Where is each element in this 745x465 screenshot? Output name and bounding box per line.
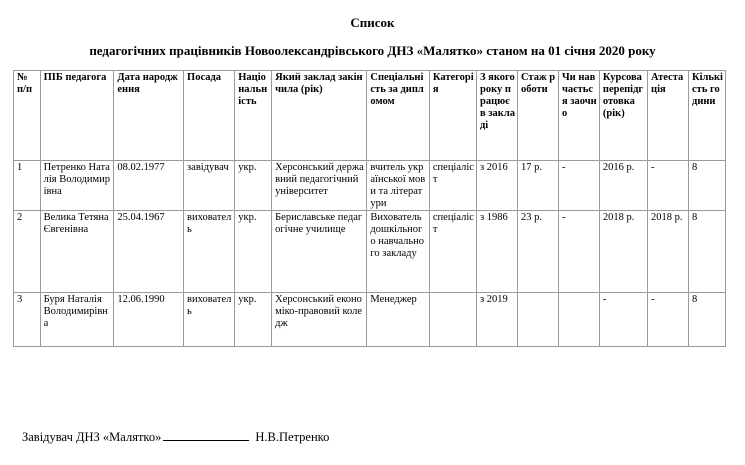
cell-category: спеціаліст	[429, 161, 476, 211]
cell-hours: 8	[689, 161, 726, 211]
cell-name: Буря Наталія Володимирівна	[40, 293, 114, 347]
cell-number: 3	[14, 293, 41, 347]
header-cell-name: ПІБ педагога	[40, 71, 114, 161]
cell-since-year: з 1986	[477, 211, 518, 293]
header-cell-attestation: Атестація	[648, 71, 689, 161]
header-cell-hours: Кількість години	[689, 71, 726, 161]
cell-nationality: укр.	[235, 293, 272, 347]
cell-hours: 8	[689, 293, 726, 347]
cell-attestation: -	[648, 293, 689, 347]
cell-courses: 2016 р.	[599, 161, 647, 211]
cell-experience	[517, 293, 558, 347]
cell-birthdate: 08.02.1977	[114, 161, 184, 211]
cell-specialty: Менеджер	[367, 293, 429, 347]
cell-category: спеціаліст	[429, 211, 476, 293]
header-cell-since-year: З якого року працює в закладі	[477, 71, 518, 161]
header-cell-experience: Стаж роботи	[517, 71, 558, 161]
cell-attestation: -	[648, 161, 689, 211]
table-row	[14, 211, 726, 293]
header-cell-institution: Який заклад закінчила (рік)	[272, 71, 367, 161]
cell-attestation: 2018 р.	[648, 211, 689, 293]
cell-position: вихователь	[184, 211, 235, 293]
document-subtitle: педагогічних працівників Новоолександрівського ДНЗ «Малятко» станом на 01 січня 2020 року	[89, 43, 656, 58]
signer-name: Н.В.Петренко	[255, 430, 330, 444]
cell-position: вихователь	[184, 293, 235, 347]
cell-birthdate: 12.06.1990	[114, 293, 184, 347]
cell-number: 2	[14, 211, 41, 293]
cell-institution: Херсонський економіко-правовий коледж	[272, 293, 367, 347]
cell-since-year: з 2016	[477, 161, 518, 211]
cell-studying: -	[558, 211, 599, 293]
cell-number: 1	[14, 161, 41, 211]
header-cell-specialty: Спеціальність за дипломом	[367, 71, 429, 161]
cell-name: Петренко Наталія Володимирівна	[40, 161, 114, 211]
cell-experience: 17 р.	[517, 161, 558, 211]
cell-courses: 2018 р.	[599, 211, 647, 293]
header-cell-position: Посада	[184, 71, 235, 161]
header-cell-category: Категорія	[429, 71, 476, 161]
cell-nationality: укр.	[235, 211, 272, 293]
signature-line	[22, 430, 329, 445]
cell-since-year: з 2019	[477, 293, 518, 347]
cell-position: завідувач	[184, 161, 235, 211]
header-cell-studying: Чи навчається заочно	[558, 71, 599, 161]
header-cell-nationality: Національність	[235, 71, 272, 161]
cell-specialty: вчитель української мови та літератури	[367, 161, 429, 211]
header-cell-birthdate: Дата народження	[114, 71, 184, 161]
table-row	[14, 161, 726, 211]
cell-nationality: укр.	[235, 161, 272, 211]
staff-table	[13, 70, 726, 347]
cell-experience: 23 р.	[517, 211, 558, 293]
signature-blank	[163, 430, 249, 441]
header-cell-number: № п/п	[14, 71, 41, 161]
table-row	[14, 293, 726, 347]
cell-specialty: Вихователь дошкільного навчального закладу	[367, 211, 429, 293]
cell-studying: -	[558, 161, 599, 211]
cell-institution: Херсонський державний педагогічний університет	[272, 161, 367, 211]
table-header-row	[14, 71, 726, 161]
cell-name: Велика Тетяна Євгенівна	[40, 211, 114, 293]
cell-category	[429, 293, 476, 347]
header-cell-courses: Курсова перепідготовка (рік)	[599, 71, 647, 161]
document-title: Список	[350, 15, 395, 30]
signer-position: Завідувач ДНЗ «Малятко»	[22, 430, 162, 444]
cell-hours: 8	[689, 211, 726, 293]
cell-studying	[558, 293, 599, 347]
cell-institution: Бериславське педагогічне училище	[272, 211, 367, 293]
cell-courses: -	[599, 293, 647, 347]
cell-birthdate: 25.04.1967	[114, 211, 184, 293]
